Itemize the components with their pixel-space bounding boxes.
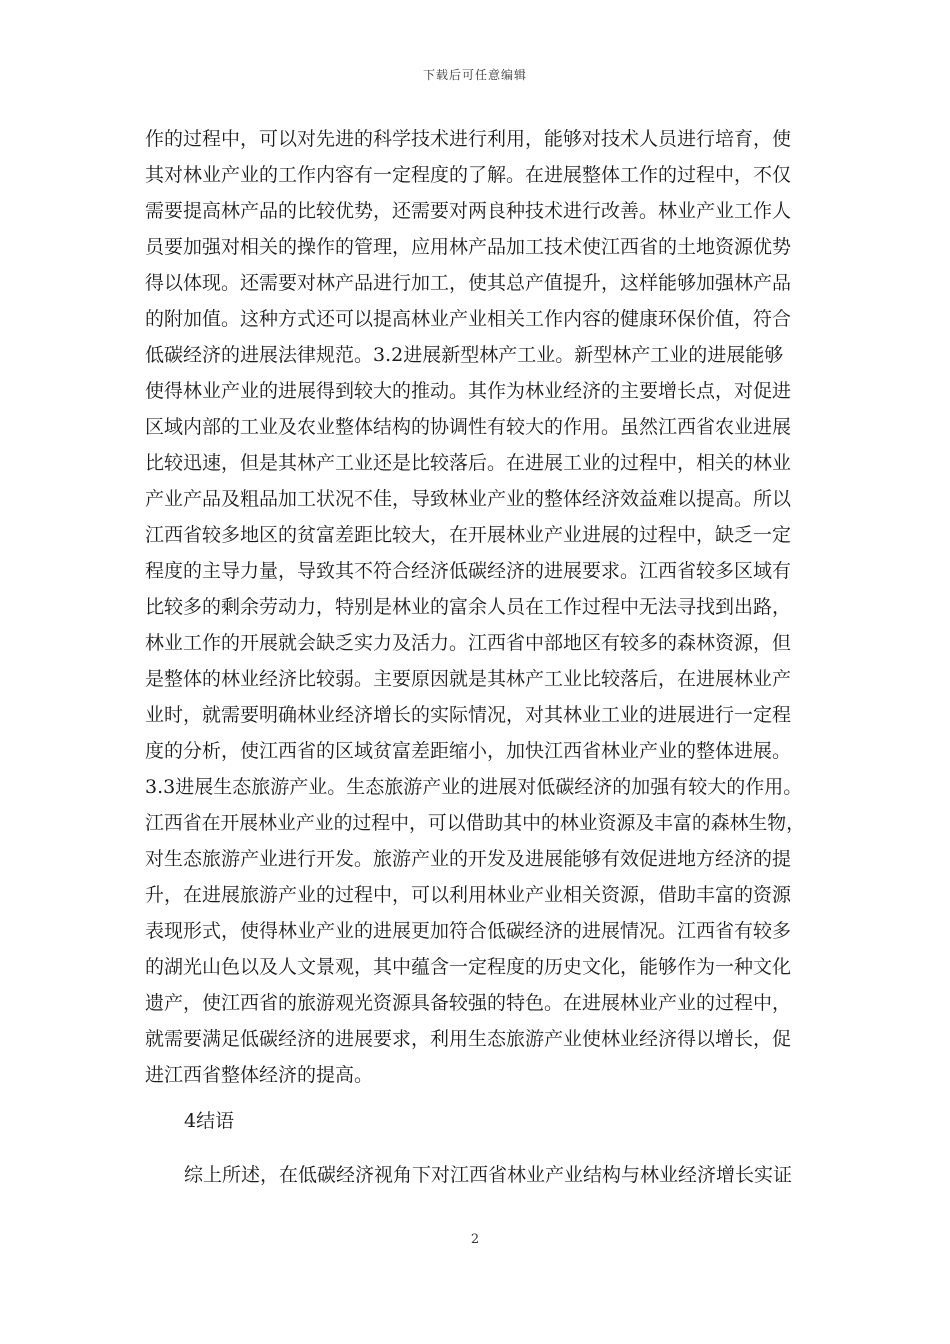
body-line: 林业工作的开展就会缺乏实力及活力。江西省中部地区有较多的森林资源，但: [145, 632, 792, 654]
body-line: 进江西省整体经济的提高。: [145, 1064, 374, 1086]
body-line: 低碳经济的进展法律规范。3.2进展新型林产工业。新型林产工业的进展能够: [145, 344, 784, 366]
body-line: 综上所述，在低碳经济视角下对江西省林业产业结构与林业经济增长实证: [184, 1164, 793, 1186]
body-line: 江西省较多地区的贫富差距比较大，在开展林业产业进展的过程中，缺乏一定: [145, 524, 792, 546]
body-line: 区域内部的工业及农业整体结构的协调性有较大的作用。虽然江西省农业进展: [145, 416, 792, 438]
body-line: 业时，就需要明确林业经济增长的实际情况，对其林业工业的进展进行一定程: [145, 704, 792, 726]
body-line: 升，在进展旅游产业的过程中，可以利用林业产业相关资源，借助丰富的资源: [145, 884, 792, 906]
page-header: 下载后可任意编辑: [422, 68, 527, 82]
body-line: 作的过程中，可以对先进的科学技术进行利用，能够对技术人员进行培育，使: [145, 128, 792, 150]
body-line: 就需要满足低碳经济的进展要求，利用生态旅游产业使林业经济得以增长，促: [145, 1028, 792, 1050]
body-line: 3.3进展生态旅游产业。生态旅游产业的进展对低碳经济的加强有较大的作用。: [145, 776, 803, 798]
body-line: 产业产品及粗品加工状况不佳，导致林业产业的整体经济效益难以提高。所以: [145, 488, 792, 510]
body-line: 的附加值。这种方式还可以提高林业产业相关工作内容的健康环保价值，符合: [145, 308, 792, 330]
section-heading: 4结语: [184, 1110, 235, 1132]
page-number: 2: [470, 1232, 480, 1247]
body-line: 得以体现。还需要对林产品进行加工，使其总产值提升，这样能够加强林产品: [145, 272, 792, 294]
body-line: 江西省在开展林业产业的过程中，可以借助其中的林业资源及丰富的森林生物，: [145, 812, 806, 834]
body-line: 其对林业产业的工作内容有一定程度的了解。在进展整体工作的过程中，不仅: [145, 164, 792, 186]
body-line: 的湖光山色以及人文景观，其中蕴含一定程度的历史文化，能够作为一种文化: [145, 956, 792, 978]
body-line: 比较迅速，但是其林产工业还是比较落后。在进展工业的过程中，相关的林业: [145, 452, 792, 474]
body-line: 程度的主导力量，导致其不符合经济低碳经济的进展要求。江西省较多区域有: [145, 560, 792, 582]
body-line: 需要提高林产品的比较优势，还需要对两良种技术进行改善。林业产业工作人: [145, 200, 792, 222]
body-line: 是整体的林业经济比较弱。主要原因就是其林产工业比较落后，在进展林业产: [145, 668, 792, 690]
body-line: 度的分析，使江西省的区域贫富差距缩小，加快江西省林业产业的整体进展。: [145, 740, 792, 762]
body-line: 使得林业产业的进展得到较大的推动。其作为林业经济的主要增长点，对促进: [145, 380, 792, 402]
body-line: 比较多的剩余劳动力，特别是林业的富余人员在工作过程中无法寻找到出路，: [145, 596, 792, 618]
body-line: 遗产，使江西省的旅游观光资源具备较强的特色。在进展林业产业的过程中，: [145, 992, 792, 1014]
body-line: 对生态旅游产业进行开发。旅游产业的开发及进展能够有效促进地方经济的提: [145, 848, 792, 870]
body-line: 员要加强对相关的操作的管理，应用林产品加工技术使江西省的土地资源优势: [145, 236, 792, 258]
body-line: 表现形式，使得林业产业的进展更加符合低碳经济的进展情况。江西省有较多: [145, 920, 792, 942]
